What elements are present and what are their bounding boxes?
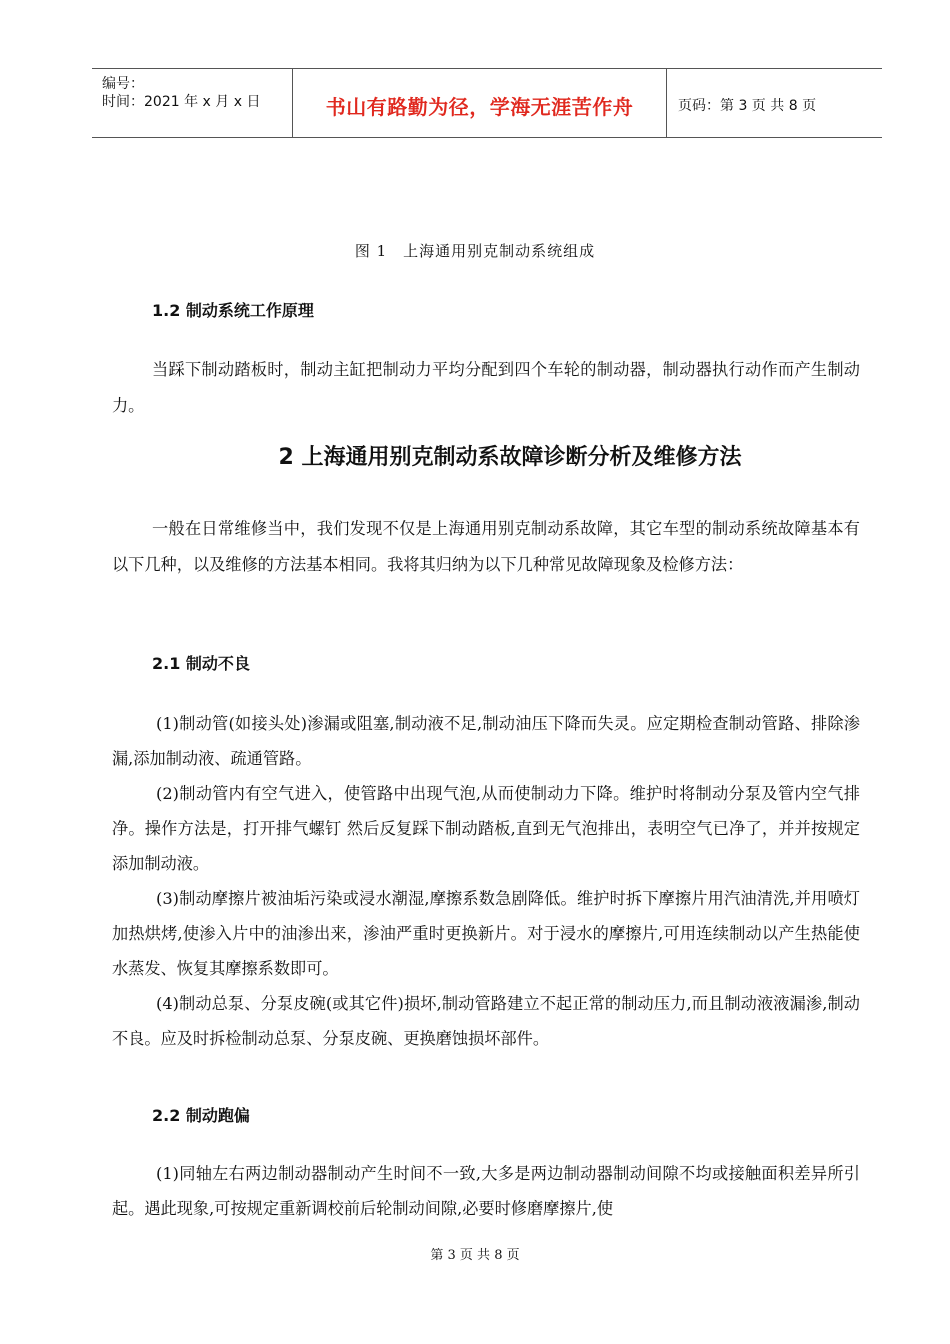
page-footer: 第 3 页 共 8 页	[430, 1248, 520, 1263]
document-time-label: 时间：2021 年 x 月 x 日	[102, 94, 261, 110]
figure-caption: 图 1 上海通用别克制动系统组成	[354, 242, 596, 260]
list-item: (4)制动总泵、分泵皮碗(或其它件)损坏,制动管路建立不起正常的制动压力,而且制动液液漏渗,制动不良。应及时拆检制动总泵、分泵皮碗、更换磨蚀损坏部件。	[112, 994, 860, 1048]
header-info-cell	[92, 69, 292, 137]
list-item: (1)制动管(如接头处)渗漏或阻塞,制动液不足,制动油压下降而失灵。应定期检查制动管路、排除渗漏,添加制动液、疏通管路。	[112, 714, 860, 768]
section-heading-2-1: 2.1 制动不良	[152, 654, 250, 673]
section-heading-2-2: 2.2 制动跑偏	[152, 1106, 250, 1125]
header-motto: 书山有路勤为径，学海无涯苦作舟	[325, 95, 634, 119]
document-number-label: 编号：	[102, 76, 144, 92]
header-page-cell	[666, 69, 882, 137]
section-2-paragraph: 一般在日常维修当中，我们发现不仅是上海通用别克制动系故障，其它车型的制动系统故障基本有以下几种，以及维修的方法基本相同。我将其归纳为以下几种常见故障现象及检修方法：	[112, 519, 860, 574]
header-motto-cell	[292, 69, 667, 137]
header-page-code: 页码：第 3 页 共 8 页	[678, 98, 817, 114]
list-item: (3)制动摩擦片被油垢污染或浸水潮湿,摩擦系数急剧降低。维护时拆下摩擦片用汽油清洗,并用喷灯加热烘烤,使渗入片中的油渗出来，渗油严重时更换新片。对于浸水的摩擦片,可用连续制动以产生热能使水蒸发、恢复其摩擦系数即可。	[112, 889, 860, 978]
list-item: (2)制动管内有空气进入，使管路中出现气泡,从而使制动力下降。维护时将制动分泵及管内空气排净。操作方法是，打开排气螺钉 然后反复踩下制动踏板,直到无气泡排出，表明空气已净了，并并按规定添加制动液。	[112, 784, 860, 873]
page-header	[92, 68, 882, 138]
chapter-heading-2: 2 上海通用别克制动系故障诊断分析及维修方法	[278, 445, 742, 470]
section-1-2-paragraph: 当踩下制动踏板时，制动主缸把制动力平均分配到四个车轮的制动器，制动器执行动作而产生制动力。	[112, 360, 860, 415]
list-item: (1)同轴左右两边制动器制动产生时间不一致,大多是两边制动器制动间隙不均或接触面积差异所引起。遇此现象,可按规定重新调校前后轮制动间隙,必要时修磨摩擦片,使	[112, 1164, 860, 1218]
section-heading-1-2: 1.2 制动系统工作原理	[152, 301, 314, 320]
